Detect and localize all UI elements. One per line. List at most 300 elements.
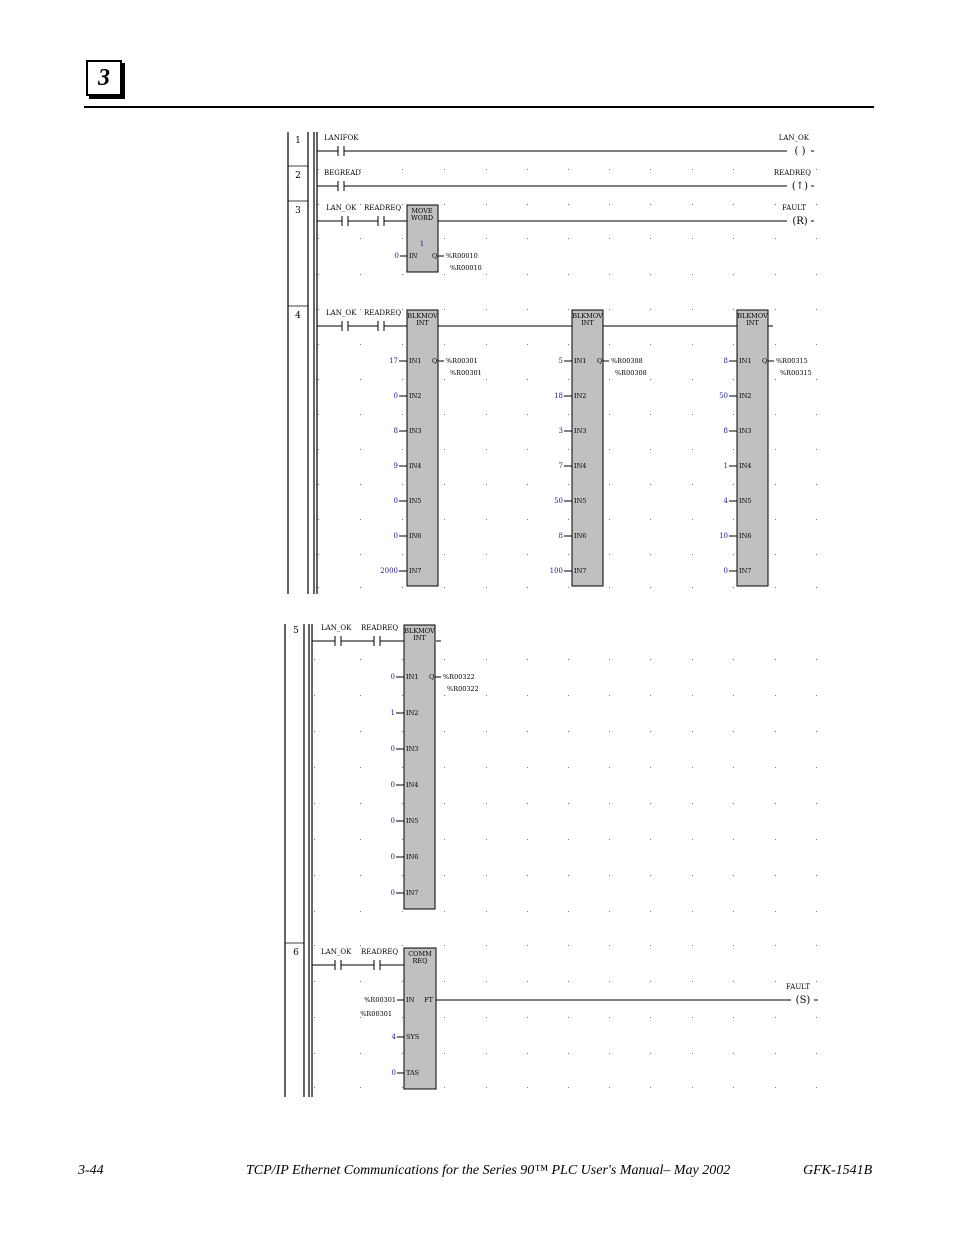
grid-dot (609, 344, 610, 345)
block-pin: IN4 (739, 462, 752, 470)
grid-dot (568, 484, 569, 485)
grid-dot (775, 803, 776, 804)
rung-5-blocks (391, 625, 479, 909)
block-input-value: 8 (723, 357, 728, 365)
grid-dot (650, 484, 651, 485)
block-input-value: 5 (558, 357, 563, 365)
grid-dot (775, 344, 776, 345)
block-input-value: 8 (723, 427, 728, 435)
block-pin: IN4 (409, 462, 422, 470)
grid-dot (733, 659, 734, 660)
grid-dot (402, 519, 403, 520)
grid-dot (609, 981, 610, 982)
ladder-panel-1 (288, 132, 317, 594)
rung-3 (295, 204, 814, 272)
grid-dot (609, 911, 610, 912)
grid-dot (692, 204, 693, 205)
grid-dot (609, 695, 610, 696)
block-input-value: 2000 (380, 567, 398, 575)
grid-dot (402, 238, 403, 239)
grid-dot (568, 695, 569, 696)
block-input-value: 0 (390, 781, 395, 789)
grid-dot (314, 803, 315, 804)
grid-dot (775, 309, 776, 310)
grid-dot (650, 274, 651, 275)
block-input-value: 10 (719, 532, 728, 540)
grid-dot (568, 911, 569, 912)
block-type: INT (413, 634, 426, 642)
grid-dot (444, 484, 445, 485)
grid-dot (816, 169, 817, 170)
grid-dot (527, 554, 528, 555)
rung-2 (295, 169, 814, 192)
grid-dot (650, 1017, 651, 1018)
grid-dot (527, 484, 528, 485)
grid-dot (692, 803, 693, 804)
coil-symbol: (↑) (791, 181, 809, 192)
grid-dot (733, 204, 734, 205)
grid-dot (692, 659, 693, 660)
grid-dot (444, 839, 445, 840)
grid-dot (816, 875, 817, 876)
grid-dot (816, 911, 817, 912)
grid-dot (486, 767, 487, 768)
grid-dot (733, 274, 734, 275)
grid-dot (568, 204, 569, 205)
grid-dot (527, 309, 528, 310)
block-pin: IN2 (409, 392, 422, 400)
grid-dot (527, 695, 528, 696)
grid-dot (733, 1017, 734, 1018)
grid-dot (444, 238, 445, 239)
function-block-blkmov (404, 625, 435, 909)
chapter-number: 3 (98, 65, 110, 91)
grid-dot (568, 449, 569, 450)
grid-dot (527, 659, 528, 660)
grid-dot (314, 981, 315, 982)
grid-dot (692, 274, 693, 275)
grid-dot (444, 1087, 445, 1088)
grid-dot (486, 803, 487, 804)
block-title: BLKMOV (572, 312, 603, 320)
grid-dot (816, 839, 817, 840)
grid-dot (568, 1017, 569, 1018)
grid-dot (609, 839, 610, 840)
grid-dot (444, 981, 445, 982)
block-input-value: 4 (723, 497, 728, 505)
grid-dot (650, 344, 651, 345)
grid-dot (733, 309, 734, 310)
grid-dot (692, 875, 693, 876)
block-output-ref: %R00308 (611, 357, 643, 365)
grid-dot (444, 274, 445, 275)
grid-dot (692, 1053, 693, 1054)
block-title: MOVE (411, 207, 433, 215)
grid-dot (733, 695, 734, 696)
grid-dot (733, 839, 734, 840)
grid-dot (775, 1087, 776, 1088)
contact-label: LAN_OK (321, 624, 352, 632)
grid-dot (816, 238, 817, 239)
grid-dot (360, 839, 361, 840)
grid-dot (360, 803, 361, 804)
grid-dot (486, 981, 487, 982)
grid-dot (650, 981, 651, 982)
grid-dot (314, 839, 315, 840)
function-block-blkmov (407, 310, 438, 586)
footer-title: TCP/IP Ethernet Communications for the Series 90™ PLC User's Manual– May 2002 (246, 1163, 731, 1178)
block-pin: IN1 (406, 673, 419, 681)
grid-dot (360, 484, 361, 485)
grid-dot (692, 945, 693, 946)
grid-dot (360, 519, 361, 520)
grid-dot (486, 1053, 487, 1054)
grid-dot (733, 1053, 734, 1054)
grid-dot (318, 449, 319, 450)
grid-dot (568, 1053, 569, 1054)
grid-dot (692, 484, 693, 485)
block-pin: IN7 (406, 889, 419, 897)
grid-dot (650, 204, 651, 205)
grid-dot (527, 169, 528, 170)
grid-dot (444, 695, 445, 696)
block-pin: IN (406, 996, 415, 1004)
grid-dot (568, 731, 569, 732)
rung-number: 2 (295, 171, 301, 181)
grid-dot (318, 274, 319, 275)
grid-dot (444, 1017, 445, 1018)
grid-dot (650, 414, 651, 415)
grid-dot (444, 911, 445, 912)
grid-dot (444, 554, 445, 555)
block-input-value: 9 (393, 462, 398, 470)
grid-dot (775, 484, 776, 485)
block-title: BLKMOV (407, 312, 438, 320)
grid-dot (486, 519, 487, 520)
block-pin: IN5 (409, 497, 422, 505)
block-title: BLKMOV (737, 312, 768, 320)
grid-dot (402, 414, 403, 415)
block-output-ref-nickname: %R00010 (450, 264, 482, 272)
grid-dot (527, 344, 528, 345)
grid-dot (402, 169, 403, 170)
grid-dot (486, 309, 487, 310)
grid-dot (486, 344, 487, 345)
footer-doc-id: GFK-1541B (803, 1163, 873, 1178)
grid-dot (733, 803, 734, 804)
grid-dot (486, 695, 487, 696)
grid-dot (733, 554, 734, 555)
grid-dot (402, 945, 403, 946)
grid-dot (527, 414, 528, 415)
grid-dot (775, 204, 776, 205)
grid-dot (444, 659, 445, 660)
block-input-value: 4 (391, 1033, 396, 1041)
grid-dot (650, 449, 651, 450)
grid-dot (444, 449, 445, 450)
block-input-value: 0 (391, 1069, 396, 1077)
grid-dot (402, 659, 403, 660)
grid-dot (650, 519, 651, 520)
block-output-pin: Q (762, 357, 768, 365)
grid-dot (527, 204, 528, 205)
grid-dot (402, 379, 403, 380)
block-pin: IN3 (739, 427, 752, 435)
grid-dot (402, 484, 403, 485)
grid-dot (692, 731, 693, 732)
block-pin: IN7 (409, 567, 422, 575)
grid-dot (816, 803, 817, 804)
block-pin: IN7 (739, 567, 752, 575)
grid-dot (609, 945, 610, 946)
grid-dot (568, 169, 569, 170)
block-input-value: 0 (393, 392, 398, 400)
grid-dot (486, 204, 487, 205)
grid-dot (527, 379, 528, 380)
grid-dot (444, 875, 445, 876)
block-title: COMM (408, 950, 432, 958)
grid-dot (609, 169, 610, 170)
grid-dot (775, 731, 776, 732)
grid-dot (360, 695, 361, 696)
grid-dot (692, 238, 693, 239)
grid-dot (486, 875, 487, 876)
grid-dot (775, 1053, 776, 1054)
grid-dot (609, 204, 610, 205)
grid-dot (816, 344, 817, 345)
grid-dot (360, 731, 361, 732)
block-input-value: 17 (389, 357, 398, 365)
grid-dot (314, 659, 315, 660)
grid-dot (733, 945, 734, 946)
block-input-value: 3 (558, 427, 563, 435)
grid-dot (360, 911, 361, 912)
grid-dot (486, 274, 487, 275)
block-count: 1 (419, 240, 425, 248)
grid-dot (486, 587, 487, 588)
grid-dot (402, 839, 403, 840)
grid-dot (733, 767, 734, 768)
grid-dot (733, 875, 734, 876)
grid-dot (318, 238, 319, 239)
grid-dot (360, 344, 361, 345)
block-pin: IN4 (406, 781, 419, 789)
grid-dot (692, 1017, 693, 1018)
grid-dot (609, 379, 610, 380)
grid-dot (486, 1087, 487, 1088)
grid-dot (314, 731, 315, 732)
grid-dot (609, 1053, 610, 1054)
grid-dot (650, 911, 651, 912)
block-output-ref-nickname: %R00322 (447, 685, 479, 693)
grid-dot (402, 1053, 403, 1054)
grid-dot (816, 767, 817, 768)
grid-dot (314, 945, 315, 946)
grid-dot (816, 519, 817, 520)
block-pin: IN4 (574, 462, 587, 470)
rung-1 (295, 134, 814, 157)
grid-dot (816, 659, 817, 660)
grid-dot (692, 839, 693, 840)
coil-label: LAN_OK (778, 134, 809, 142)
grid-dot (775, 981, 776, 982)
block-input-value: 1 (723, 462, 728, 470)
grid-dot (816, 1017, 817, 1018)
block-pin: IN3 (409, 427, 422, 435)
rung-5 (293, 624, 479, 909)
block-pin: IN (409, 252, 418, 260)
grid-dot (733, 414, 734, 415)
block-type: INT (746, 319, 759, 327)
block-input-value: 0 (394, 252, 399, 260)
grid-dot (775, 449, 776, 450)
grid-dot (692, 414, 693, 415)
grid-dot (733, 981, 734, 982)
grid-dot (816, 1053, 817, 1054)
grid-dot (650, 169, 651, 170)
rung-4-blocks (380, 310, 812, 586)
grid-dot (444, 169, 445, 170)
grid-dot (775, 554, 776, 555)
contact-label: LAN_OK (326, 204, 357, 212)
grid-dot (775, 945, 776, 946)
grid-dot (486, 414, 487, 415)
grid-dot (692, 449, 693, 450)
grid-dot (568, 839, 569, 840)
grid-dot (775, 519, 776, 520)
grid-dot (816, 1087, 817, 1088)
grid-dot (692, 1087, 693, 1088)
block-pin: IN5 (574, 497, 587, 505)
grid-dot (486, 839, 487, 840)
grid-dot (650, 659, 651, 660)
blkmov-block (719, 310, 812, 586)
grid-dot (444, 945, 445, 946)
grid-dot (650, 875, 651, 876)
block-pin: IN6 (409, 532, 422, 540)
grid-dot (568, 981, 569, 982)
grid-dot (314, 911, 315, 912)
block-input-value: 0 (723, 567, 728, 575)
grid-dot (609, 238, 610, 239)
grid-dot (650, 1087, 651, 1088)
block-input-value-nickname: %R00301 (360, 1010, 392, 1018)
grid-dot (775, 875, 776, 876)
grid-dot (314, 767, 315, 768)
grid-dot (486, 484, 487, 485)
grid-dot (318, 587, 319, 588)
grid-dot (568, 659, 569, 660)
grid-dot (486, 238, 487, 239)
coil-symbol: (R) (792, 216, 808, 227)
grid-dot (360, 875, 361, 876)
block-output-ref: %R00315 (776, 357, 808, 365)
grid-dot (402, 449, 403, 450)
rung-6 (293, 948, 818, 1089)
grid-dot (444, 309, 445, 310)
grid-dot (650, 554, 651, 555)
block-output-pin: Q (432, 357, 438, 365)
block-input-value: 18 (554, 392, 563, 400)
grid-dot (733, 484, 734, 485)
block-input-value: 8 (393, 427, 398, 435)
block-title: BLKMOV (404, 627, 435, 635)
grid-dot (402, 767, 403, 768)
grid-dot (692, 379, 693, 380)
grid-dot (402, 587, 403, 588)
grid-dot (733, 344, 734, 345)
grid-dot (692, 554, 693, 555)
grid-dot (402, 204, 403, 205)
grid-dot (527, 587, 528, 588)
grid-dot (360, 587, 361, 588)
block-input-value: 0 (390, 817, 395, 825)
block-pin: IN6 (574, 532, 587, 540)
ladder-panel-2 (285, 624, 312, 1097)
grid-dot (816, 981, 817, 982)
grid-dot (775, 839, 776, 840)
grid-dot (609, 554, 610, 555)
grid-dot (527, 839, 528, 840)
grid-dot (775, 238, 776, 239)
block-type: INT (581, 319, 594, 327)
grid-dot (402, 1087, 403, 1088)
grid-dot (486, 554, 487, 555)
grid-dot (568, 587, 569, 588)
contact-label: READREQ (361, 948, 399, 956)
grid-dot (733, 731, 734, 732)
block-input-value: 0 (390, 745, 395, 753)
grid-dot (318, 379, 319, 380)
footer-page-number: 3-44 (78, 1163, 104, 1178)
grid-dot (650, 945, 651, 946)
grid-dot (816, 695, 817, 696)
grid-dot (402, 1017, 403, 1018)
grid-dot (650, 803, 651, 804)
grid-dot (314, 1053, 315, 1054)
grid-dot (360, 414, 361, 415)
grid-dot (360, 1087, 361, 1088)
grid-dot (318, 169, 319, 170)
block-pin: IN2 (406, 709, 419, 717)
grid-dot (568, 344, 569, 345)
grid-dot (609, 484, 610, 485)
grid-dot (609, 875, 610, 876)
grid-dot (609, 587, 610, 588)
grid-dot (775, 659, 776, 660)
grid-dot (609, 731, 610, 732)
grid-dot (568, 767, 569, 768)
block-input-value: 0 (390, 853, 395, 861)
grid-dot (816, 554, 817, 555)
grid-dot (527, 731, 528, 732)
block-input-value: 0 (393, 532, 398, 540)
grid-dot (318, 204, 319, 205)
block-pin: IN5 (739, 497, 752, 505)
block-input-value: %R00301 (364, 996, 396, 1004)
contact-label: LAN_OK (321, 948, 352, 956)
grid-dot (816, 945, 817, 946)
grid-dot (360, 1053, 361, 1054)
block-output-ref: %R00010 (446, 252, 478, 260)
block-input-value: 50 (554, 497, 563, 505)
grid-dot (527, 803, 528, 804)
grid-dot (816, 449, 817, 450)
grid-dot (650, 839, 651, 840)
contact-label: LAN_OK (326, 309, 357, 317)
block-input-value: 0 (390, 673, 395, 681)
block-pin: IN6 (739, 532, 752, 540)
